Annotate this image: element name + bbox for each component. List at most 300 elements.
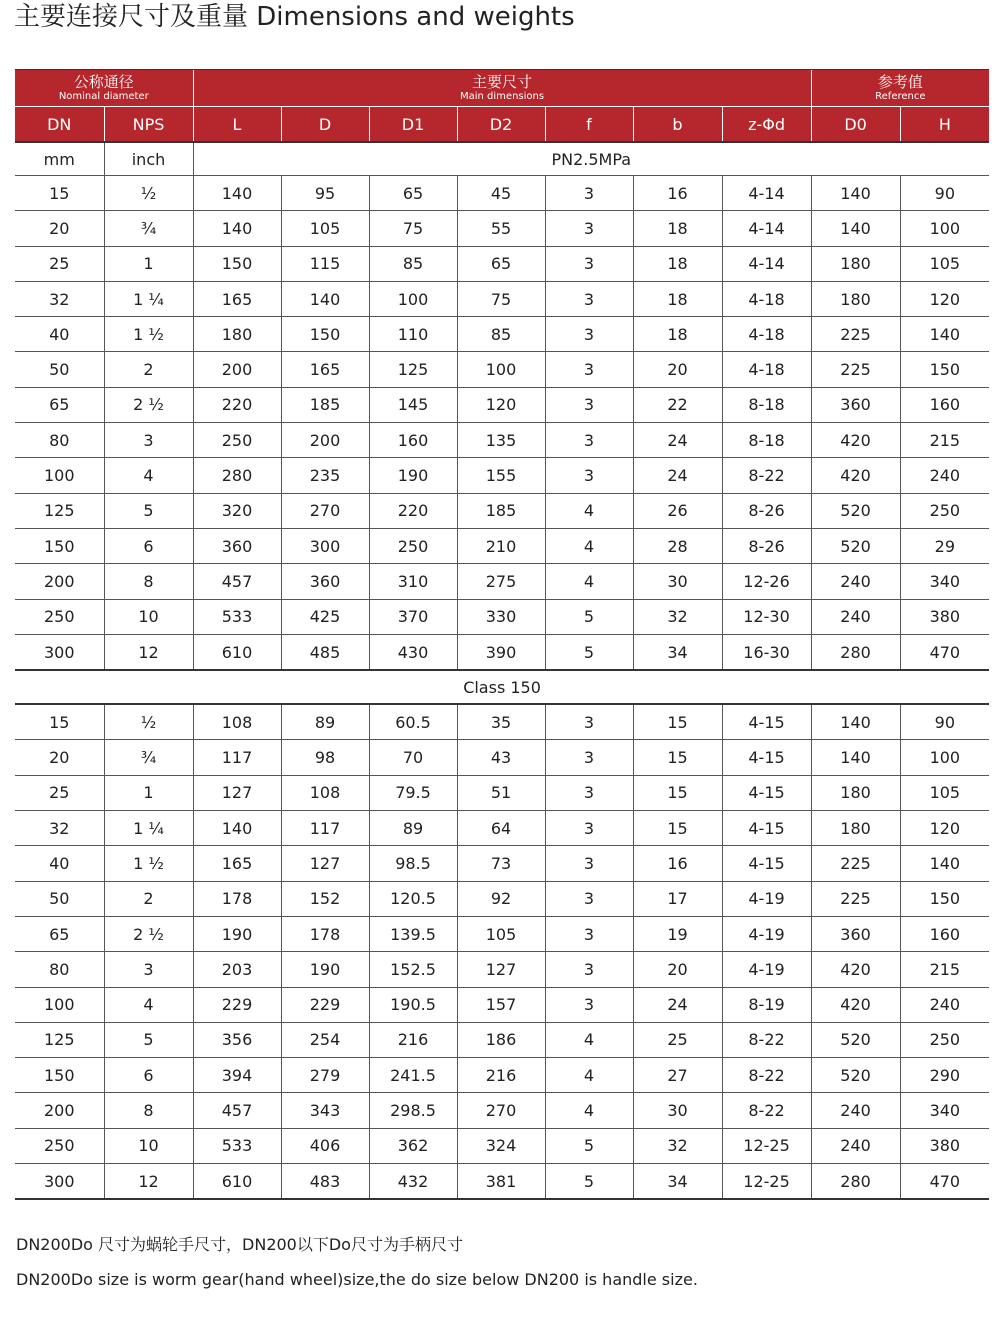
table-cell: 235 (281, 458, 369, 493)
table-cell: 1 (104, 246, 193, 281)
table-cell: 12 (104, 1164, 193, 1200)
table-cell: 120 (457, 387, 545, 422)
table-row (15, 1128, 989, 1163)
table-cell: 117 (281, 811, 369, 846)
table-cell: 22 (633, 387, 722, 422)
table-cell: 4-14 (722, 211, 811, 246)
table-cell: 89 (369, 811, 457, 846)
table-cell: 4 (545, 528, 633, 563)
table-cell: 108 (193, 704, 281, 740)
table-cell: 4-19 (722, 916, 811, 951)
table-cell: 4 (545, 1093, 633, 1128)
table-cell: 610 (193, 634, 281, 670)
column-header: D (281, 107, 369, 143)
table-cell: 1 (104, 775, 193, 810)
column-header: b (633, 107, 722, 143)
table-cell: 1 ¼ (104, 281, 193, 316)
table-cell: 16 (633, 176, 722, 211)
header-group-nominal (15, 70, 193, 107)
table-cell: 140 (193, 211, 281, 246)
table-cell: 240 (900, 987, 989, 1022)
table-cell: 250 (193, 423, 281, 458)
table-cell: 100 (457, 352, 545, 387)
table-cell: 50 (15, 881, 104, 916)
table-cell: 152 (281, 881, 369, 916)
table-row (15, 564, 989, 599)
table-cell: 155 (457, 458, 545, 493)
table-cell: 157 (457, 987, 545, 1022)
table-cell: 300 (15, 634, 104, 670)
table-cell: 240 (811, 1093, 900, 1128)
table-cell: 343 (281, 1093, 369, 1128)
table-cell: 520 (811, 1058, 900, 1093)
header-columns-row (15, 107, 989, 143)
table-cell: 85 (369, 246, 457, 281)
table-cell: ¾ (104, 211, 193, 246)
table-cell: 1 ½ (104, 846, 193, 881)
table-row (15, 1164, 989, 1200)
table-cell: 190 (281, 952, 369, 987)
table-row (15, 775, 989, 810)
table-cell: 165 (193, 846, 281, 881)
table-cell: 240 (900, 458, 989, 493)
table-cell: 485 (281, 634, 369, 670)
table-cell: 250 (15, 599, 104, 634)
table-cell: 100 (15, 458, 104, 493)
header-group-row (15, 70, 989, 107)
column-header: NPS (104, 107, 193, 143)
table-row (15, 1058, 989, 1093)
table-cell: 105 (281, 211, 369, 246)
table-cell: 4 (545, 493, 633, 528)
table-cell: 60.5 (369, 704, 457, 740)
table-cell: 178 (193, 881, 281, 916)
section-label-pn25: PN2.5MPa (193, 142, 989, 176)
table-cell: 381 (457, 1164, 545, 1200)
table-cell: 420 (811, 987, 900, 1022)
table-cell: 340 (900, 1093, 989, 1128)
table-cell: 80 (15, 423, 104, 458)
header-group-main (193, 70, 811, 107)
table-cell: 18 (633, 246, 722, 281)
table-cell: 3 (545, 952, 633, 987)
table-cell: 8-26 (722, 528, 811, 563)
table-cell: 65 (15, 387, 104, 422)
table-cell: 65 (457, 246, 545, 281)
table-cell: 3 (545, 387, 633, 422)
table-cell: ½ (104, 704, 193, 740)
table-cell: 229 (281, 987, 369, 1022)
table-cell: 240 (811, 599, 900, 634)
table-row (15, 846, 989, 881)
table-cell: 117 (193, 740, 281, 775)
table-cell: 300 (281, 528, 369, 563)
table-cell: 5 (545, 599, 633, 634)
table-cell: 10 (104, 1128, 193, 1163)
table-cell: 140 (811, 740, 900, 775)
table-cell: 432 (369, 1164, 457, 1200)
table-cell: 75 (369, 211, 457, 246)
table-cell: 200 (15, 564, 104, 599)
table-cell: 4-15 (722, 704, 811, 740)
table-cell: 3 (545, 211, 633, 246)
table-row (15, 987, 989, 1022)
table-cell: 4-15 (722, 811, 811, 846)
table-cell: 152.5 (369, 952, 457, 987)
table-row (15, 704, 989, 740)
table-cell: 2 (104, 881, 193, 916)
table-cell: 4-19 (722, 881, 811, 916)
table-cell: 4 (545, 564, 633, 599)
table-cell: 360 (811, 916, 900, 951)
table-cell: 200 (15, 1093, 104, 1128)
table-cell: 520 (811, 528, 900, 563)
table-cell: 127 (281, 846, 369, 881)
table-cell: 520 (811, 493, 900, 528)
table-cell: 310 (369, 564, 457, 599)
unit-mm: mm (15, 142, 104, 176)
table-cell: 180 (811, 246, 900, 281)
column-header: DN (15, 107, 104, 143)
table-cell: 160 (900, 387, 989, 422)
table-cell: 140 (281, 281, 369, 316)
table-cell: 34 (633, 1164, 722, 1200)
table-cell: 26 (633, 493, 722, 528)
table-cell: 120.5 (369, 881, 457, 916)
table-cell: 2 (104, 352, 193, 387)
table-cell: 160 (369, 423, 457, 458)
table-cell: 220 (193, 387, 281, 422)
table-cell: 24 (633, 987, 722, 1022)
table-cell: 225 (811, 317, 900, 352)
table-cell: 240 (811, 564, 900, 599)
table-cell: 250 (900, 493, 989, 528)
table-cell: 8 (104, 1093, 193, 1128)
table-cell: 27 (633, 1058, 722, 1093)
table-row (15, 211, 989, 246)
table-row (15, 528, 989, 563)
table-cell: 135 (457, 423, 545, 458)
table-cell: 1 ¼ (104, 811, 193, 846)
table-cell: 3 (545, 881, 633, 916)
table-cell: 95 (281, 176, 369, 211)
header-group-main-zh: 主要尺寸 (472, 73, 533, 91)
table-cell: 5 (545, 1164, 633, 1200)
table-cell: 5 (104, 1022, 193, 1057)
table-cell: 186 (457, 1022, 545, 1057)
table-cell: 4-15 (722, 740, 811, 775)
table-cell: 190 (193, 916, 281, 951)
table-cell: 150 (900, 881, 989, 916)
table-cell: 8-22 (722, 1058, 811, 1093)
table-cell: 32 (15, 811, 104, 846)
table-cell: 1 ½ (104, 317, 193, 352)
table-cell: 370 (369, 599, 457, 634)
table-cell: 160 (900, 916, 989, 951)
table-cell: 430 (369, 634, 457, 670)
table-cell: 270 (457, 1093, 545, 1128)
table-row (15, 387, 989, 422)
column-header: D0 (811, 107, 900, 143)
table-cell: 12 (104, 634, 193, 670)
table-cell: 50 (15, 352, 104, 387)
table-cell: 6 (104, 1058, 193, 1093)
table-cell: 3 (104, 423, 193, 458)
unit-inch: inch (104, 142, 193, 176)
column-header: f (545, 107, 633, 143)
table-cell: 610 (193, 1164, 281, 1200)
table-row (15, 423, 989, 458)
table-cell: 140 (193, 176, 281, 211)
table-cell: 25 (15, 246, 104, 281)
table-row (15, 599, 989, 634)
table-cell: 362 (369, 1128, 457, 1163)
table-cell: 3 (545, 246, 633, 281)
table-cell: 73 (457, 846, 545, 881)
table-cell: 43 (457, 740, 545, 775)
table-cell: 203 (193, 952, 281, 987)
table-cell: 457 (193, 1093, 281, 1128)
table-cell: 105 (457, 916, 545, 951)
table-cell: 4 (545, 1022, 633, 1057)
table-cell: 64 (457, 811, 545, 846)
table-cell: 3 (545, 704, 633, 740)
table-cell: 12-25 (722, 1164, 811, 1200)
table-cell: 90 (900, 176, 989, 211)
header-group-reference-en: Reference (875, 91, 926, 102)
dimensions-table (15, 70, 989, 1200)
table-cell: 32 (633, 1128, 722, 1163)
table-cell: 3 (545, 987, 633, 1022)
column-header: z-Φd (722, 107, 811, 143)
table-cell: 10 (104, 599, 193, 634)
table-cell: 275 (457, 564, 545, 599)
table-cell: 15 (15, 704, 104, 740)
table-cell: 3 (545, 317, 633, 352)
table-cell: 16 (633, 846, 722, 881)
table-cell: 16-30 (722, 634, 811, 670)
table-cell: 8-26 (722, 493, 811, 528)
table-cell: 3 (104, 952, 193, 987)
table-cell: 32 (633, 599, 722, 634)
table-cell: 100 (900, 740, 989, 775)
table-cell: 150 (193, 246, 281, 281)
table-cell: 125 (15, 1022, 104, 1057)
table-cell: 140 (811, 704, 900, 740)
table-cell: 165 (281, 352, 369, 387)
table-cell: 225 (811, 352, 900, 387)
table-cell: 4-18 (722, 281, 811, 316)
table-cell: 298.5 (369, 1093, 457, 1128)
table-cell: 178 (281, 916, 369, 951)
table-cell: 4-18 (722, 352, 811, 387)
table-cell: 394 (193, 1058, 281, 1093)
table-cell: 98 (281, 740, 369, 775)
table-cell: 2 ½ (104, 916, 193, 951)
table-cell: 190.5 (369, 987, 457, 1022)
table-cell: 5 (545, 634, 633, 670)
table-cell: 75 (457, 281, 545, 316)
table-row (15, 281, 989, 316)
table-cell: 15 (633, 740, 722, 775)
table-row (15, 811, 989, 846)
table-cell: 100 (15, 987, 104, 1022)
table-cell: 3 (545, 846, 633, 881)
table-cell: 80 (15, 952, 104, 987)
table-cell: 360 (193, 528, 281, 563)
table-cell: 470 (900, 634, 989, 670)
table-cell: 483 (281, 1164, 369, 1200)
table-row (15, 1022, 989, 1057)
table-cell: 30 (633, 1093, 722, 1128)
table-cell: 140 (900, 846, 989, 881)
table-cell: 406 (281, 1128, 369, 1163)
table-cell: 65 (369, 176, 457, 211)
table-cell: 215 (900, 423, 989, 458)
table-cell: 19 (633, 916, 722, 951)
table-cell: 70 (369, 740, 457, 775)
table-cell: 3 (545, 176, 633, 211)
table-row (15, 458, 989, 493)
table-cell: 324 (457, 1128, 545, 1163)
column-header: D2 (457, 107, 545, 143)
table-cell: 150 (281, 317, 369, 352)
table-cell: 3 (545, 281, 633, 316)
table-cell: 28 (633, 528, 722, 563)
table-cell: 470 (900, 1164, 989, 1200)
table-cell: 180 (811, 281, 900, 316)
table-cell: 17 (633, 881, 722, 916)
table-cell: 55 (457, 211, 545, 246)
table-cell: 8-19 (722, 987, 811, 1022)
table-cell: 4-15 (722, 775, 811, 810)
table-cell: 3 (545, 423, 633, 458)
section-label-class150: Class 150 (15, 670, 989, 704)
table-cell: 18 (633, 211, 722, 246)
table-cell: 24 (633, 423, 722, 458)
table-row (15, 916, 989, 951)
table-cell: 20 (15, 211, 104, 246)
table-cell: 85 (457, 317, 545, 352)
table-cell: 280 (811, 1164, 900, 1200)
table-cell: 185 (281, 387, 369, 422)
table-cell: 200 (281, 423, 369, 458)
table-cell: 185 (457, 493, 545, 528)
table-cell: 320 (193, 493, 281, 528)
table-cell: 12-30 (722, 599, 811, 634)
table-cell: 8 (104, 564, 193, 599)
table-cell: 145 (369, 387, 457, 422)
table-cell: ¾ (104, 740, 193, 775)
table-cell: 120 (900, 811, 989, 846)
table-cell: 420 (811, 423, 900, 458)
table-cell: 254 (281, 1022, 369, 1057)
table-cell: 420 (811, 458, 900, 493)
table-cell: 220 (369, 493, 457, 528)
table-cell: 150 (15, 1058, 104, 1093)
units-row (15, 142, 989, 176)
header-group-reference-zh: 参考值 (877, 73, 923, 91)
table-cell: 15 (15, 176, 104, 211)
table-cell: 115 (281, 246, 369, 281)
table-cell: 8-22 (722, 1022, 811, 1057)
table-cell: 32 (15, 281, 104, 316)
table-cell: 180 (811, 811, 900, 846)
header-group-nominal-en: Nominal diameter (58, 91, 149, 102)
table-cell: 5 (545, 1128, 633, 1163)
table-cell: 30 (633, 564, 722, 599)
table-cell: 20 (633, 952, 722, 987)
table-cell: 380 (900, 599, 989, 634)
table-row (15, 634, 989, 670)
note-english: DN200Do size is worm gear(hand wheel)size,the do size below DN200 is handle size. (16, 1270, 698, 1289)
table-cell: 250 (15, 1128, 104, 1163)
table-cell: 180 (193, 317, 281, 352)
table-cell: 4-14 (722, 176, 811, 211)
table-cell: 105 (900, 246, 989, 281)
table-cell: 29 (900, 528, 989, 563)
table-cell: 4-15 (722, 846, 811, 881)
table-cell: 3 (545, 352, 633, 387)
table-cell: 390 (457, 634, 545, 670)
table-cell: 360 (811, 387, 900, 422)
table-row (15, 176, 989, 211)
table-cell: 20 (633, 352, 722, 387)
table-cell: 140 (900, 317, 989, 352)
table-cell: 4-14 (722, 246, 811, 281)
table-cell: 8-18 (722, 387, 811, 422)
table-cell: 45 (457, 176, 545, 211)
table-row (15, 317, 989, 352)
table-cell: 120 (900, 281, 989, 316)
table-cell: 140 (811, 211, 900, 246)
table-cell: 4 (104, 987, 193, 1022)
table-cell: 3 (545, 740, 633, 775)
table-cell: 3 (545, 811, 633, 846)
table-cell: 125 (15, 493, 104, 528)
table-cell: 100 (369, 281, 457, 316)
header-group-main-en: Main dimensions (460, 91, 545, 102)
table-cell: 340 (900, 564, 989, 599)
table-row (15, 352, 989, 387)
table-cell: 229 (193, 987, 281, 1022)
table-cell: 125 (369, 352, 457, 387)
table-row (15, 881, 989, 916)
table-cell: 270 (281, 493, 369, 528)
header-group-nominal-zh: 公称通径 (73, 73, 134, 91)
table-cell: 15 (633, 775, 722, 810)
table-cell: 12-26 (722, 564, 811, 599)
table-cell: 65 (15, 916, 104, 951)
table-cell: 200 (193, 352, 281, 387)
table-cell: 225 (811, 881, 900, 916)
table-cell: 127 (193, 775, 281, 810)
table-cell: 25 (15, 775, 104, 810)
table-cell: 330 (457, 599, 545, 634)
table-cell: 18 (633, 317, 722, 352)
table-cell: 280 (193, 458, 281, 493)
table-cell: 250 (369, 528, 457, 563)
table-cell: 280 (811, 634, 900, 670)
table-cell: 98.5 (369, 846, 457, 881)
table-cell: 89 (281, 704, 369, 740)
table-cell: 241.5 (369, 1058, 457, 1093)
table-cell: 216 (369, 1022, 457, 1057)
table-cell: 4-18 (722, 317, 811, 352)
table-cell: 240 (811, 1128, 900, 1163)
table-cell: 150 (900, 352, 989, 387)
table-cell: 127 (457, 952, 545, 987)
